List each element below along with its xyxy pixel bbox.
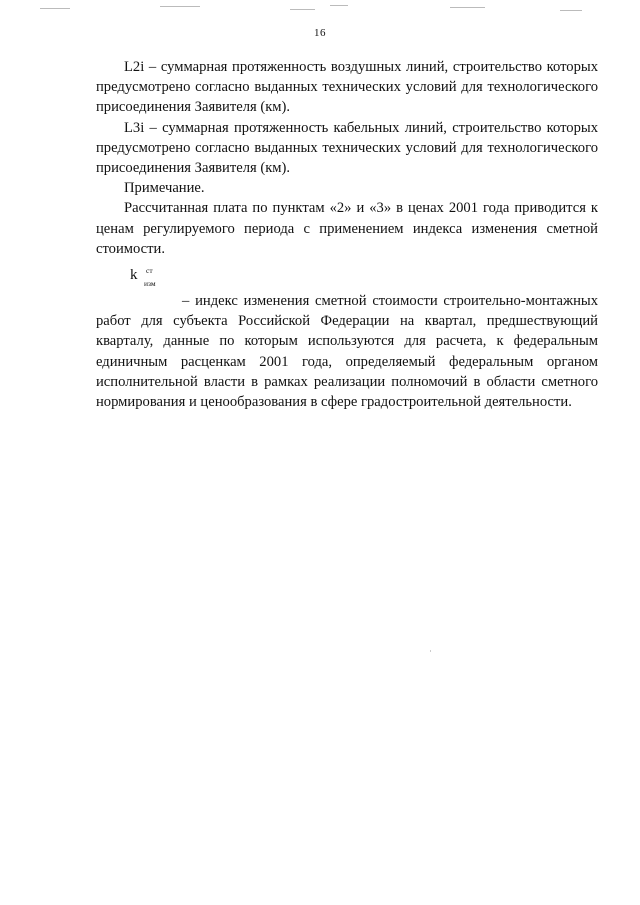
scan-artifacts xyxy=(0,0,640,20)
index-symbol-subscript: изм xyxy=(144,279,156,289)
paragraph-l2i: L2i – суммарная протяженность воздушных линий, строительство которых предусмотрено согласно выданных технических условий для технологического присоединения Заявителя (км). xyxy=(96,59,598,116)
index-definition: – индекс изменения сметной стоимости строительно-монтажных работ для субъекта Российской Федерации на квартал, предшествующий кварталу, данные по которым используются для расчета, к федеральным единичным расценкам 2001 года, определяемый федеральным органом исполнительной власти в рамках реализации полномочий в области сметного нормирования и ценообразования в сфере градостроительной деятельности. xyxy=(96,293,598,411)
page-number: 16 xyxy=(314,27,326,39)
note-heading: Примечание. xyxy=(124,180,205,197)
index-symbol-base: k xyxy=(130,267,138,284)
note-text: Рассчитанная плата по пунктам «2» и «3» в ценах 2001 года приводится к ценам регулируемого периода с применением индекса изменения сметной стоимости. xyxy=(96,200,598,257)
index-symbol-superscript: ст xyxy=(146,266,153,276)
paragraph-l3i: L3i – суммарная протяженность кабельных линий, строительство которых предусмотрено согласно выданных технических условий для технологического присоединения Заявителя (км). xyxy=(96,119,598,177)
document-body xyxy=(96,57,598,412)
index-symbol xyxy=(96,265,598,291)
scan-speck xyxy=(430,650,431,652)
